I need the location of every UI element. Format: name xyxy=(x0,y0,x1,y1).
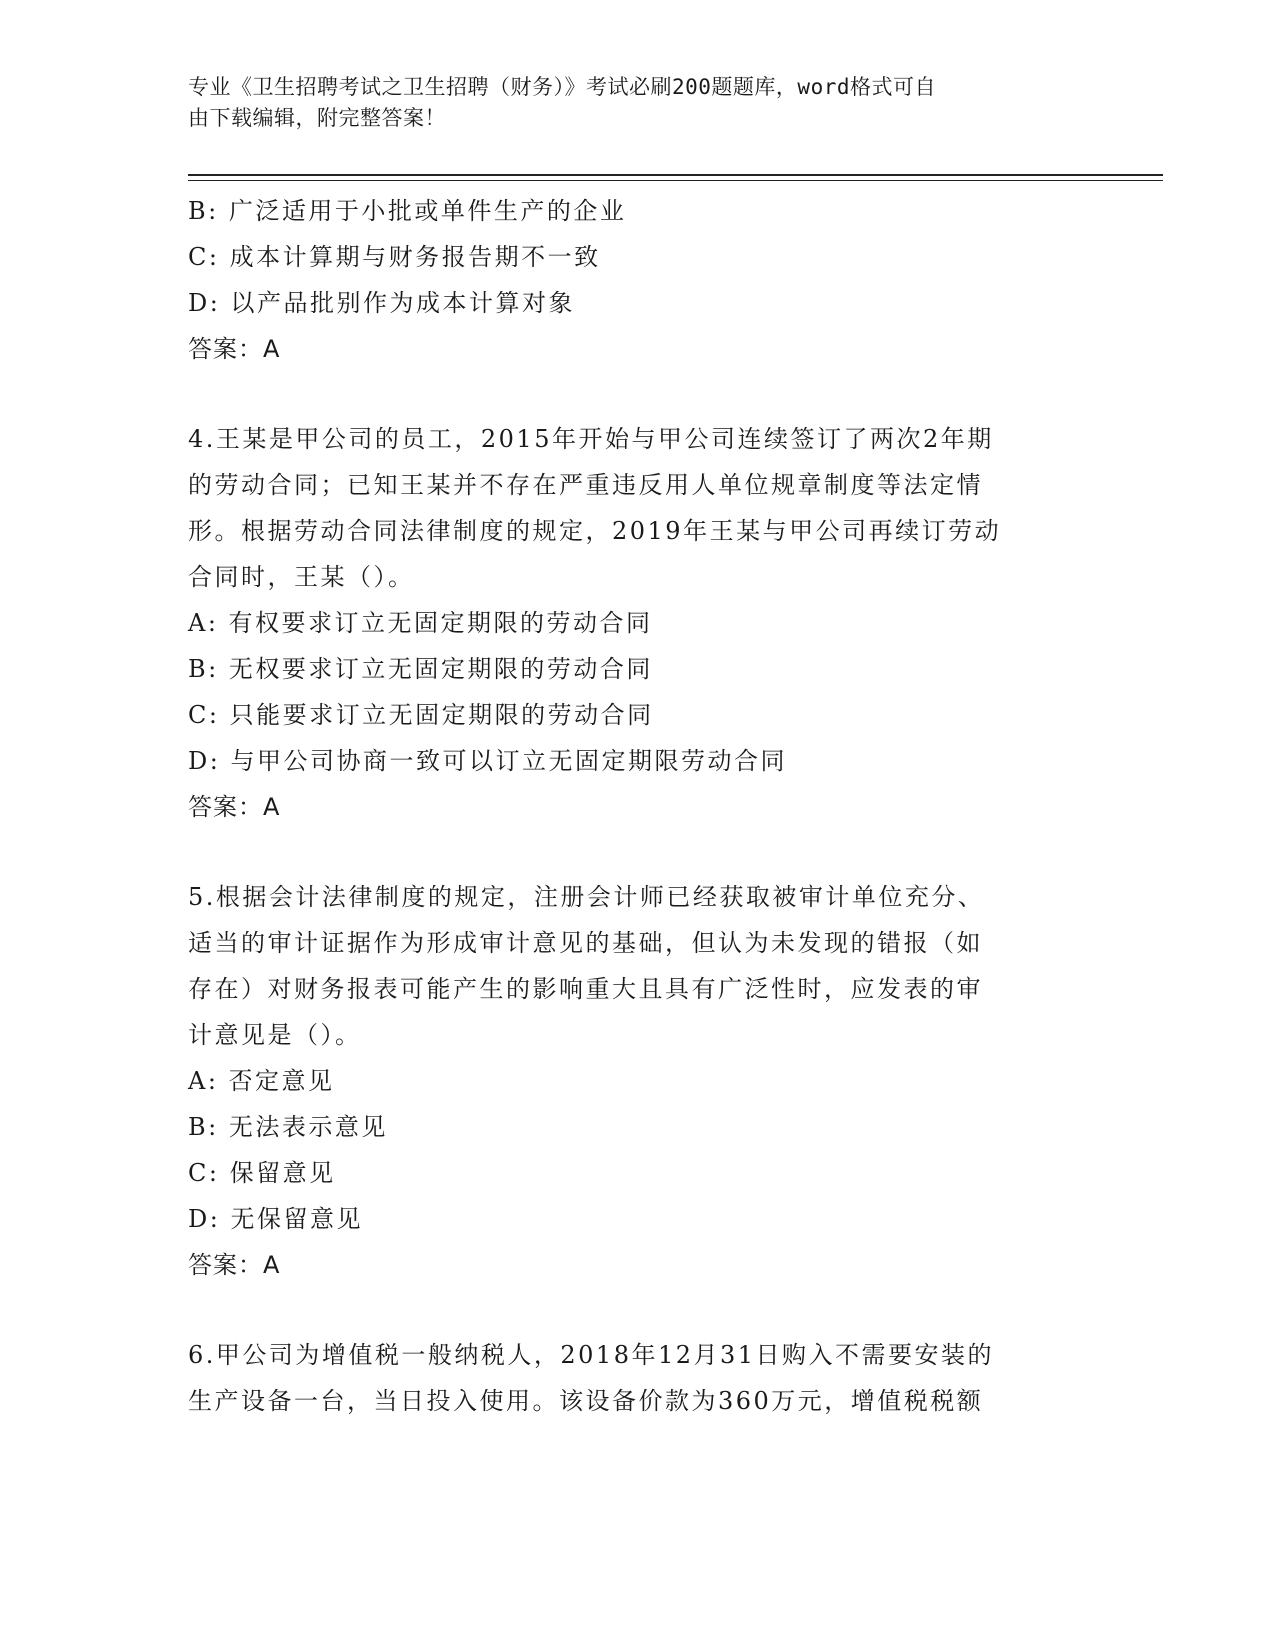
option-b: B: 广泛适用于小批或单件生产的企业 xyxy=(188,197,627,225)
question-stem-line: 5.根据会计法律制度的规定，注册会计师已经获取被审计单位充分、 xyxy=(188,883,985,911)
option-c: C: 保留意见 xyxy=(188,1159,336,1187)
option-b: B: 无法表示意见 xyxy=(188,1113,388,1141)
option-d: D: 无保留意见 xyxy=(188,1205,363,1233)
option-a: A: 有权要求订立无固定期限的劳动合同 xyxy=(188,609,653,637)
question-3-continued xyxy=(188,188,1068,372)
option-c: C: 只能要求订立无固定期限的劳动合同 xyxy=(188,701,654,729)
question-4 xyxy=(188,416,1068,830)
question-stem-line: 的劳动合同；已知王某并不存在严重违反用人单位规章制度等法定情 xyxy=(188,471,983,499)
answer-line: 答案：A xyxy=(188,335,281,363)
question-5 xyxy=(188,874,1068,1288)
header-divider-thin xyxy=(188,180,1163,181)
option-b: B: 无权要求订立无固定期限的劳动合同 xyxy=(188,655,653,683)
question-stem-line: 合同时，王某（）。 xyxy=(188,563,415,591)
option-a: A: 否定意见 xyxy=(188,1067,335,1095)
question-content xyxy=(188,188,1068,1424)
question-stem-line: 适当的审计证据作为形成审计意见的基础，但认为未发现的错报（如 xyxy=(188,929,983,957)
header-line-1: 专业《卫生招聘考试之卫生招聘（财务）》考试必刷200题题库，word格式可自 xyxy=(188,75,936,99)
answer-line: 答案：A xyxy=(188,1251,281,1279)
question-stem-line: 存在）对财务报表可能产生的影响重大且具有广泛性时，应发表的审 xyxy=(188,975,983,1003)
document-header xyxy=(188,72,1068,134)
option-c: C: 成本计算期与财务报告期不一致 xyxy=(188,243,601,271)
question-stem-line: 6.甲公司为增值税一般纳税人，2018年12月31日购入不需要安装的 xyxy=(188,1341,995,1369)
header-divider-thick xyxy=(188,174,1163,176)
question-stem-line: 形。根据劳动合同法律制度的规定，2019年王某与甲公司再续订劳动 xyxy=(188,517,1002,545)
question-stem-line: 4.王某是甲公司的员工，2015年开始与甲公司连续签订了两次2年期 xyxy=(188,425,994,453)
question-6 xyxy=(188,1332,1068,1424)
option-d: D: 以产品批别作为成本计算对象 xyxy=(188,289,575,317)
option-d: D: 与甲公司协商一致可以订立无固定期限劳动合同 xyxy=(188,747,787,775)
question-stem-line: 生产设备一台，当日投入使用。该设备价款为360万元，增值税税额 xyxy=(188,1387,984,1415)
header-line-2: 由下载编辑，附完整答案！ xyxy=(188,106,446,130)
answer-line: 答案：A xyxy=(188,793,281,821)
question-stem-line: 计意见是（）。 xyxy=(188,1021,362,1049)
